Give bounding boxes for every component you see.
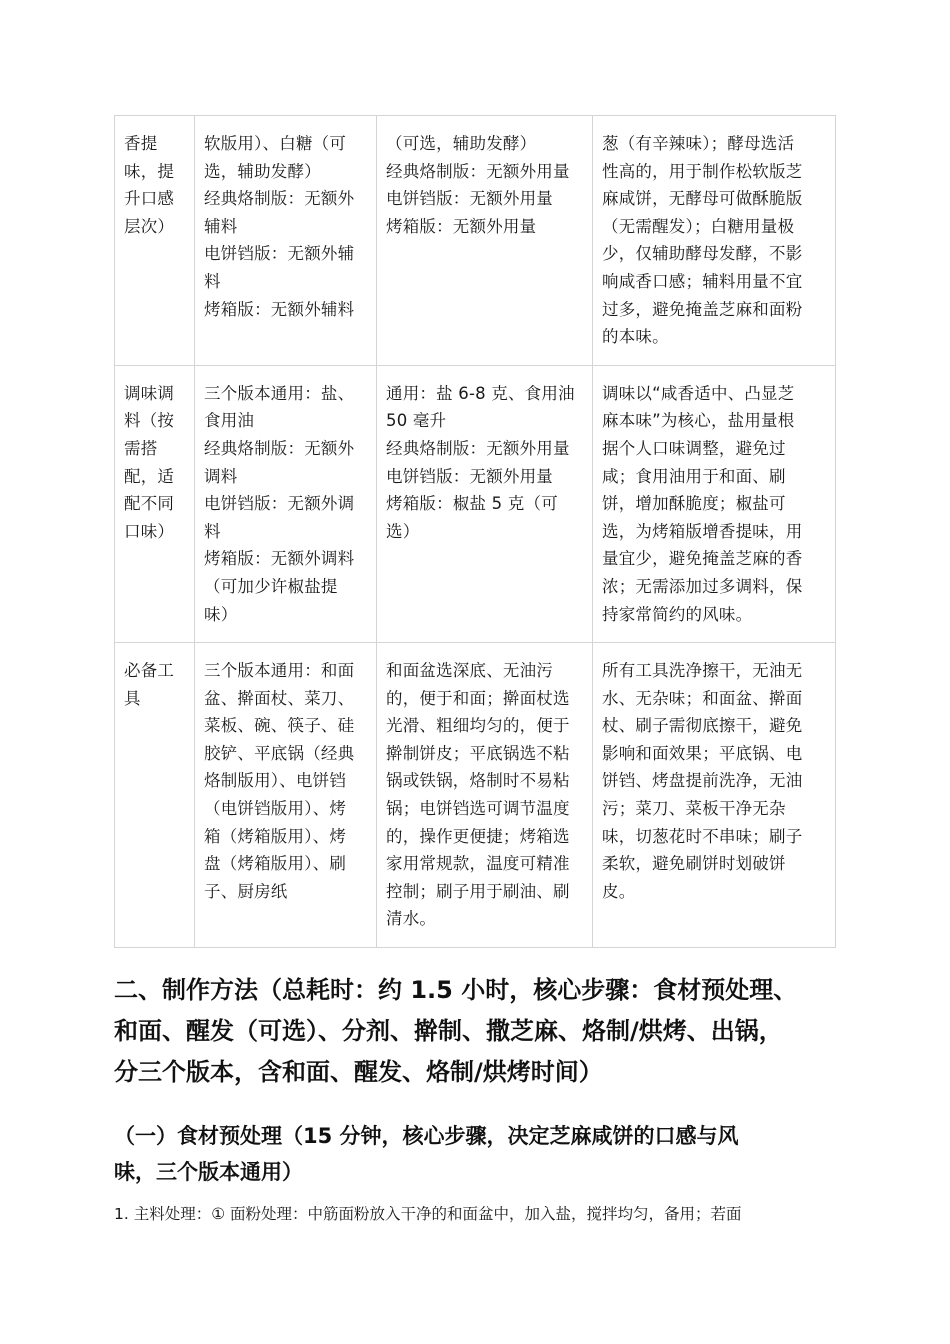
cell-text-line: 烤箱版：无额外用量 [386,216,537,236]
cell-text-line: 需搭 [124,438,158,458]
table-cell [195,643,377,948]
cell-text-line: 配，适 [124,466,175,486]
cell-text-line: 层次） [124,216,175,236]
cell-text-line: 擀制饼皮；平底锅选不粘 [386,743,570,763]
table-cell [115,643,195,948]
cell-text-line: 口味） [124,521,175,541]
cell-text-line: 烤箱版：无额外辅料 [204,299,355,319]
cell-text-line: 的，便于和面；擀面杖选 [386,688,570,708]
cell-text-line: 影响和面效果；平底锅、电 [602,743,803,763]
cell-text-line: 持家常简约的风味。 [602,604,753,624]
cell-text-line: 控制；刷子用于刷油、刷 [386,881,570,901]
table-cell [195,365,377,642]
cell-text-line: 料 [204,521,221,541]
cell-text-line: 浓；无需添加过多调料，保 [602,576,803,596]
table-cell [593,116,836,366]
cell-text-line: 经典烙制版：无额外 [204,189,355,209]
cell-text-line: 饼铛、烤盘提前洗净，无油 [602,771,803,791]
cell-text-line: （无需醒发）；白糖用量极 [602,216,795,236]
table-row [115,643,836,948]
cell-text-line: 污；菜刀、菜板干净无杂 [602,799,786,819]
table-cell [377,365,593,642]
table-cell [377,116,593,366]
table-cell [115,116,195,366]
cell-text-line: 量宜少，避免掩盖芝麻的香 [602,549,803,569]
cell-text-line: 麻咸饼，无酵母可做酥脆版 [602,189,803,209]
cell-text-line: 麻本味”为核心，盐用量根 [602,411,795,431]
step-paragraph: 1. 主料处理：① 面粉处理：中筋面粉放入干净的和面盆中，加入盐，搅拌均匀，备用；若面 [114,1205,742,1223]
cell-text-line: 过多，避免掩盖芝麻和面粉 [602,299,803,319]
table-cell [593,643,836,948]
cell-text-line: 味，提 [124,161,175,181]
cell-text-line: 性高的，用于制作松软版芝 [602,161,803,181]
cell-text-line: 的本味。 [602,327,669,347]
cell-text-line: 电饼铛版：无额外用量 [386,466,553,486]
cell-text-line: 锅；电饼铛选可调节温度 [386,799,570,819]
cell-text-line: 和面盆选深底、无油污 [386,661,553,681]
cell-text-line: 盘（烤箱版用）、刷 [204,854,347,874]
cell-text-line: 皮。 [602,881,636,901]
cell-text-line: （电饼铛版用）、烤 [204,799,347,819]
cell-text-line: 选，为烤箱版增香提味，用 [602,521,803,541]
heading-line: 二、制作方法（总耗时：约 1.5 小时，核心步骤：食材预处理、 [114,976,798,1004]
heading-line: （一）食材预处理（15 分钟，核心步骤，决定芝麻咸饼的口感与风 [114,1124,739,1148]
cell-text-line: 软版用）、白糖（可 [204,134,347,153]
cell-text-line: 响咸香口感；辅料用量不宜 [602,271,803,291]
cell-text-line: 电饼铛版：无额外调 [204,494,355,514]
cell-text-line: 经典烙制版：无额外 [204,438,355,458]
cell-text-line: 子、厨房纸 [204,881,288,901]
table-container [114,115,835,948]
cell-text-line: 箱（烤箱版用）、烤 [204,826,347,846]
cell-text-line: 调味以“咸香适中、凸显芝 [602,383,795,403]
cell-text-line: 辅料 [204,216,238,236]
cell-text-line: 选） [386,521,420,541]
cell-text-line: （可加少许椒盐提 [204,576,338,596]
cell-text-line: 味） [204,604,238,624]
cell-text-line: 三个版本通用：盐、 [204,383,355,403]
heading-line: 分三个版本，含和面、醒发、烙制/烘烤时间） [114,1058,603,1086]
cell-text-line: 调料 [204,466,238,486]
cell-text-line: 必备工 [124,661,175,681]
cell-text-line: 烙制版用）、电饼铛 [204,771,347,791]
cell-text-line: 饼，增加酥脆度；椒盐可 [602,494,786,514]
cell-text-line: 家用常规款，温度可精准 [386,854,570,874]
table-cell [593,365,836,642]
heading-line: 和面、醒发（可选）、分剂、擀制、撒芝麻、烙制/烘烤、出锅， [114,1017,783,1045]
cell-text-line: 水、无杂味；和面盆、擀面 [602,688,803,708]
cell-text-line: 料（按 [124,411,175,431]
cell-text-line: 选，辅助发酵） [204,161,321,181]
table-row [115,365,836,642]
section-heading-method [114,970,844,1093]
cell-text-line: 所有工具洗净擦干，无油无 [602,661,803,681]
cell-text-line: 料 [204,271,221,291]
cell-text-line: 柔软，避免刷饼时划破饼 [602,854,786,874]
cell-text-line: 的，操作更便捷；烤箱选 [386,826,570,846]
cell-text-line: 菜板、碗、筷子、硅 [204,716,355,736]
cell-text-line: 升口感 [124,189,175,209]
cell-text-line: 食用油 [204,411,255,431]
cell-text-line: 三个版本通用：和面 [204,661,355,681]
cell-text-line: 配不同 [124,494,175,514]
subsection-heading-prep [114,1118,844,1190]
cell-text-line: 50 毫升 [386,411,447,431]
cell-text-line: 据个人口味调整，避免过 [602,438,786,458]
cell-text-line: 调味调 [124,383,175,403]
cell-text-line: 经典烙制版：无额外用量 [386,161,570,181]
cell-text-line: 盆、擀面杖、菜刀、 [204,688,355,708]
cell-text-line: 烤箱版：椒盐 5 克（可 [386,494,558,514]
table-cell [377,643,593,948]
cell-text-line: 烤箱版：无额外调料 [204,549,355,569]
cell-text-line: 味，切葱花时不串味；刷子 [602,826,803,846]
cell-text-line: 通用：盐 6-8 克、食用油 [386,383,575,403]
cell-text-line: 清水。 [386,909,437,929]
cell-text-line: 葱（有辛辣味）；酵母选活 [602,134,795,153]
cell-text-line: 光滑、粗细均匀的，便于 [386,716,570,736]
ingredients-table [114,115,836,948]
cell-text-line: 经典烙制版：无额外用量 [386,438,570,458]
table-cell [195,116,377,366]
table-row [115,116,836,366]
cell-text-line: 咸；食用油用于和面、刷 [602,466,786,486]
table-cell [115,365,195,642]
cell-text-line: 具 [124,688,141,708]
cell-text-line: 电饼铛版：无额外辅 [204,244,355,264]
cell-text-line: （可选，辅助发酵） [386,134,537,153]
cell-text-line: 电饼铛版：无额外用量 [386,189,553,209]
cell-text-line: 锅或铁锅，烙制时不易粘 [386,771,570,791]
cell-text-line: 少，仅辅助酵母发酵，不影 [602,244,803,264]
heading-line: 味，三个版本通用） [114,1160,303,1184]
cell-text-line: 胶铲、平底锅（经典 [204,743,355,763]
cell-text-line: 香提 [124,134,158,153]
cell-text-line: 杖、刷子需彻底擦干，避免 [602,716,803,736]
